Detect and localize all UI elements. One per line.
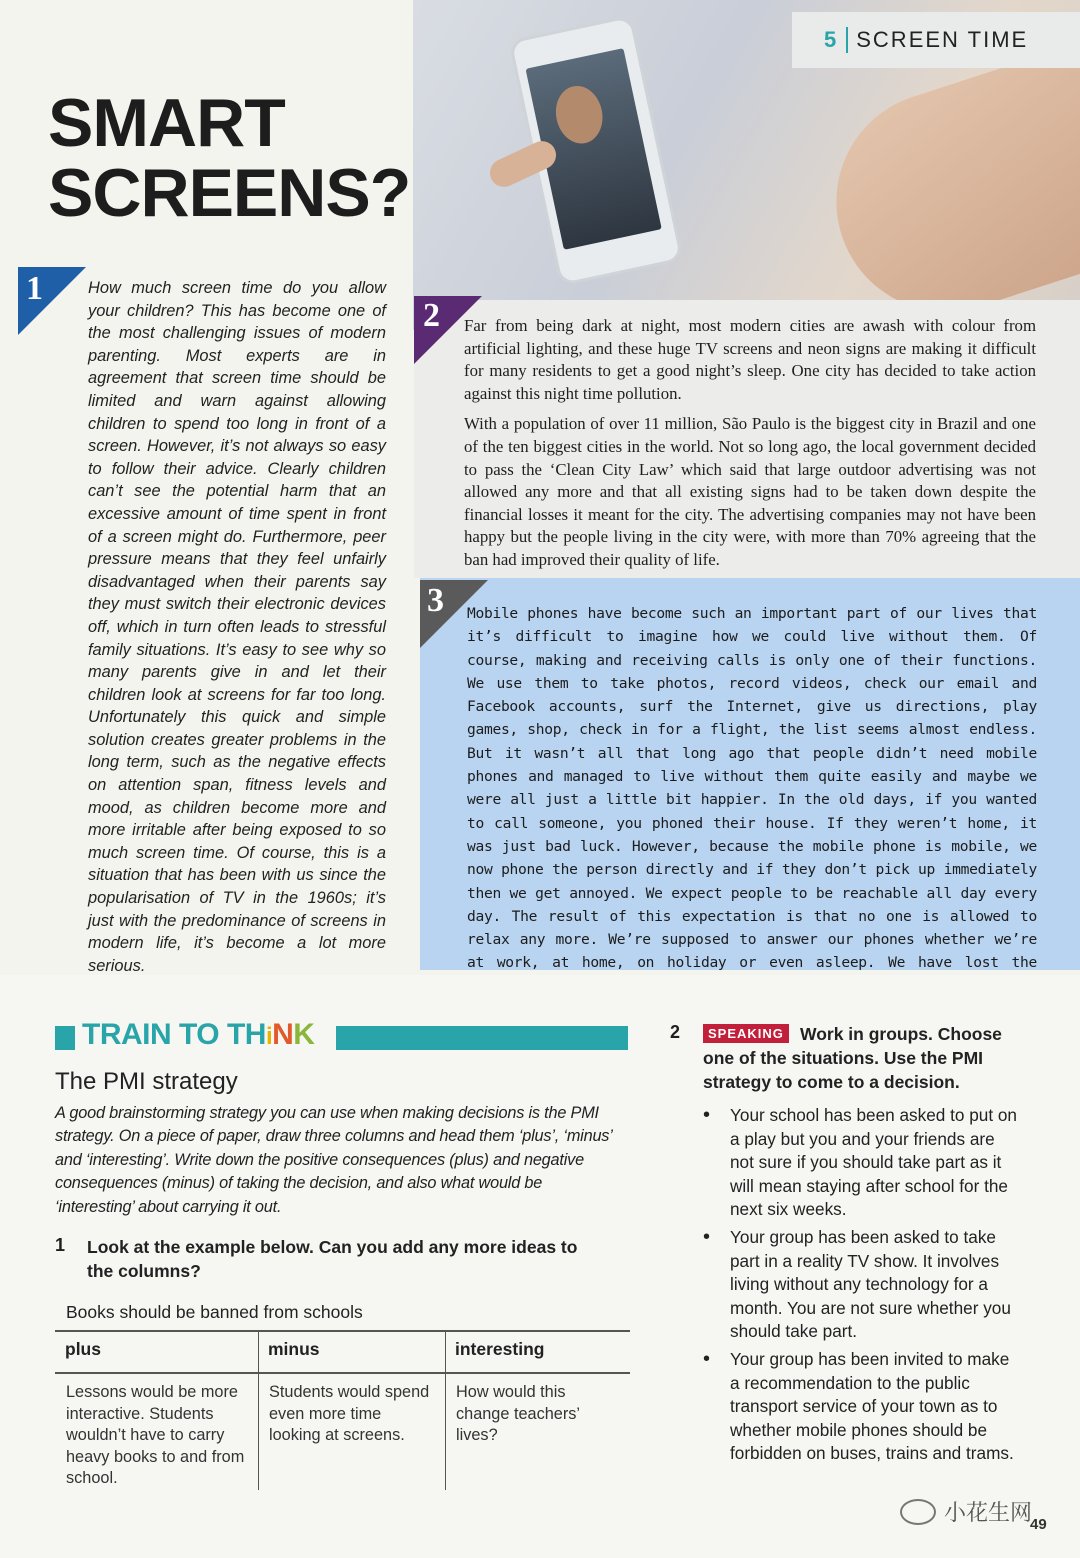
column-header-minus: minus (268, 1339, 320, 1359)
situation-text: Your group has been invited to make a recommendation to the public transport service of your town as to whether mobile phones should be forbidden on buses, trains and trams. (730, 1348, 1014, 1464)
bullet-dot-icon: • (703, 1225, 711, 1248)
title-line-2: SCREENS? (48, 155, 411, 231)
ttt-title-n: N (272, 1018, 294, 1051)
situation-item (703, 1348, 1021, 1466)
ttt-title-part1: TRAIN TO TH (82, 1018, 266, 1051)
bullet-dot-icon: • (703, 1347, 711, 1370)
table-title: Books should be banned from schools (66, 1302, 363, 1322)
text2-number: 2 (423, 297, 440, 334)
section-name: SCREEN TIME (856, 27, 1029, 52)
page-number: 49 (1030, 1516, 1047, 1533)
text1-body: How much screen time do you allow your children? This has become one of the most challenging issues of modern parenting. Most experts are in agreement that screen time should be limited and warn against allowing children to spend too long in front of a screen. However, it’s not always so easy to follow their advice. Clearly children can’t see the potential harm that an excessive amount of time spent in front of a screen might do. Furthermore, peer pressure means that they feel unfairly disadvantaged when their parents say they must switch their electronic devices off, which in turn often leads to stressful family situations. It’s easy to see why so many parents give in and let their children look at screens for far too long. Unfortunately this quick and simple solution creates greater problems in the long term, such as the negative effects on attention span, fitness levels and mood, as children become more and more irritable after being exposed to so much screen time. Of course, this is a situation that has been with us since the popularisation of TV in the 1960s; it’s just with the predominance of screens in modern life, it’s become a lot more serious. (88, 279, 386, 975)
page-title (48, 85, 411, 231)
bullet-dot-icon: • (703, 1104, 711, 1126)
section-number: 5 (824, 27, 848, 53)
speaking-badge: SPEAKING (703, 1024, 789, 1043)
situation-list (703, 1104, 1021, 1470)
text3-number: 3 (427, 582, 444, 619)
situation-text: Your school has been asked to put on a play but you and your friends are not sure if you should take part as it will mean staying after school for the next six weeks. (730, 1105, 1017, 1220)
pmi-intro: A good brainstorming strategy you can use when making decisions is the PMI strategy. On a piece of paper, draw three columns and head them ‘plus’, ‘minus’ and ‘interesting’. Write down the positive consequences (plus) and negative consequences (minus) of taking the decision, and also what would be ‘interesting’ about carrying it out. (55, 1104, 612, 1216)
situation-text: Your group has been asked to take part in a reality TV show. It involves living without any technology for a month. You are not sure whether you should take part. (730, 1226, 1011, 1342)
exercise1-instruction: Look at the example below. Can you add any more ideas to the columns? (87, 1237, 578, 1281)
table-column-interesting (445, 1330, 630, 1490)
situation-item (703, 1226, 1021, 1344)
train-to-think-square (55, 1026, 75, 1050)
exercise2-number: 2 (670, 1022, 681, 1042)
train-to-think-heading (82, 1018, 314, 1052)
pmi-table (55, 1330, 630, 1490)
watermark-text: 小花生网 (944, 1500, 1033, 1525)
column-header-interesting: interesting (455, 1339, 545, 1359)
text2-body (464, 315, 1036, 580)
section-tab (792, 12, 1080, 68)
chat-bubble-icon (900, 1499, 936, 1525)
text1-number: 1 (26, 270, 43, 307)
column-body-minus: Students would spend even more time looking at screens. (269, 1383, 430, 1444)
exercise1-number: 1 (55, 1235, 66, 1255)
title-line-1: SMART (48, 85, 285, 161)
pmi-subtitle: The PMI strategy (55, 1068, 238, 1095)
table-column-plus (55, 1330, 259, 1490)
text2-para2: With a population of over 11 million, São Paulo is the biggest city in Brazil and one of the ten biggest cities in the world. Not so long ago, the local government decided to pass the ‘Clean City Law’ which said that large outdoor advertising was not allowed any more and that all existing signs had to be taken down despite the financial losses it meant for the city. The advertising companies may not have been happy but the people living in the city were, with more than 70% agreeing that the ban had improved their quality of life. (464, 414, 1036, 569)
column-header-plus: plus (65, 1339, 101, 1359)
ttt-title-k: K (293, 1018, 315, 1051)
column-body-interesting: How would this change teachers’ lives? (456, 1383, 580, 1444)
column-body-plus: Lessons would be more interactive. Students wouldn’t have to carry heavy books to and from school. (66, 1383, 245, 1487)
text3-body: Mobile phones have become such an important part of our lives that it’s difficult to imagine how we could live without them. Of course, making and receiving calls is only one of their functions. We use them to take photos, record videos, check our email and Facebook accounts, surf the Internet, give us directions, play games, shop, check in for a flight, the list seems almost endless. But it wasn’t all that long ago that people didn’t need mobile phones and managed to live without them quite easily and maybe we were all just a little bit happier. In the old days, if you wanted to call someone, you phoned their house. If they weren’t home, it was just bad luck. However, because the mobile phone is mobile, we now phone the person directly and if they don’t pick up immediately then we get annoyed. We expect people to be reachable all day every day. The result of this expectation is that no one is allowed to relax any more. We’re supposed to answer our phones whether we’re at work, at home, on holiday or even asleep. We have lost the (467, 605, 1037, 972)
train-to-think-bar (336, 1026, 628, 1050)
text2-para1: Far from being dark at night, most modern cities are awash with colour from artificial lighting, and these huge TV screens and neon signs are making it difficult for many residents to get a good night’s sleep. One city has decided to take action against this night time pollution. (464, 316, 1036, 403)
table-column-minus (258, 1330, 446, 1490)
watermark (900, 1496, 1032, 1527)
exercise2-instruction: Work in groups. Choose one of the situations. Use the PMI strategy to come to a decision. (703, 1024, 1002, 1092)
situation-item (703, 1104, 1021, 1222)
ttt-title-i: i (265, 1023, 273, 1050)
